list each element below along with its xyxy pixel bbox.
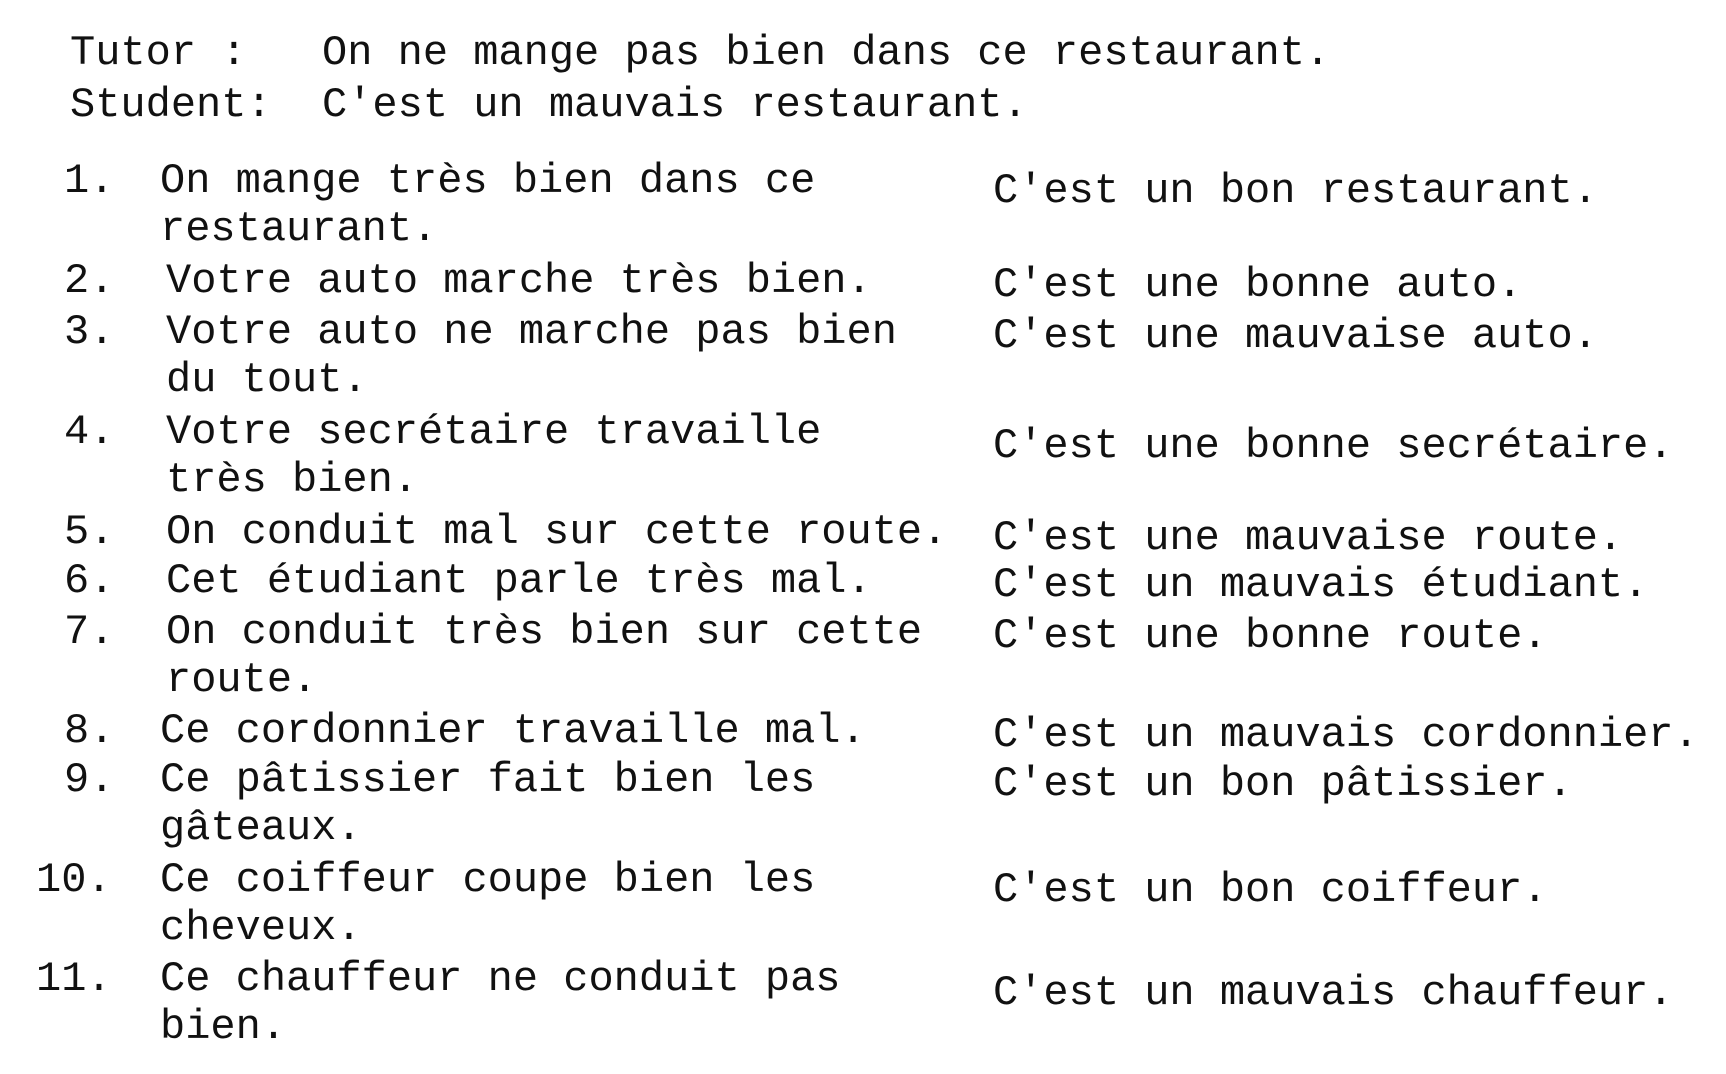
exercise-item	[0, 608, 1726, 704]
item-answer: C'est un bon restaurant.	[993, 167, 1598, 215]
item-answer: C'est une bonne route.	[993, 612, 1548, 660]
item-number: 6.	[64, 557, 115, 605]
item-answer: C'est un mauvais cordonnier.	[993, 711, 1699, 759]
item-prompt: Ce cordonnier travaille mal.	[160, 707, 866, 755]
exercise-item	[0, 856, 1726, 952]
tutor-line	[70, 28, 1470, 78]
item-number: 7.	[64, 608, 115, 656]
item-answer: C'est un mauvais chauffeur.	[993, 969, 1674, 1017]
item-number: 5.	[64, 508, 115, 556]
exercise-item	[0, 756, 1726, 852]
exercise-item	[0, 157, 1726, 253]
item-prompt: On mange très bien dans ce restaurant.	[160, 157, 816, 253]
student-text: C'est un mauvais restaurant.	[322, 81, 1028, 129]
exercise-item	[0, 955, 1726, 1051]
item-prompt: On conduit mal sur cette route.	[166, 508, 948, 556]
item-number: 3.	[64, 308, 115, 356]
item-prompt: Votre auto ne marche pas bien du tout.	[166, 308, 897, 404]
item-prompt: On conduit très bien sur cette route.	[166, 608, 923, 704]
item-prompt: Votre auto marche très bien.	[166, 257, 872, 305]
student-label: Student:	[70, 81, 272, 129]
exercise-item	[0, 707, 1726, 759]
item-prompt: Ce chauffeur ne conduit pas bien.	[160, 955, 841, 1051]
tutor-text: On ne mange pas bien dans ce restaurant.	[322, 29, 1331, 77]
item-number: 2.	[64, 257, 115, 305]
item-answer: C'est une bonne auto.	[993, 261, 1523, 309]
exercise-item	[0, 257, 1726, 309]
item-number: 8.	[64, 707, 115, 755]
item-answer: C'est une mauvaise auto.	[993, 312, 1598, 360]
student-line	[70, 80, 1470, 130]
item-prompt: Ce coiffeur coupe bien les cheveux.	[160, 856, 816, 952]
tutor-label: Tutor :	[70, 29, 247, 77]
exercise-item	[0, 557, 1726, 609]
item-number: 4.	[64, 408, 115, 456]
item-answer: C'est un bon coiffeur.	[993, 866, 1548, 914]
item-answer: C'est un bon pâtissier.	[993, 760, 1573, 808]
item-number: 10.	[36, 856, 112, 904]
item-prompt: Ce pâtissier fait bien les gâteaux.	[160, 756, 816, 852]
item-answer: C'est une bonne secrétaire.	[993, 422, 1674, 470]
item-number: 11.	[36, 955, 112, 1003]
item-number: 1.	[64, 157, 115, 205]
item-answer: C'est un mauvais étudiant.	[993, 561, 1649, 609]
exercise-item	[0, 408, 1726, 504]
item-answer: C'est une mauvaise route.	[993, 514, 1624, 562]
exercise-item	[0, 508, 1726, 562]
item-prompt: Cet étudiant parle très mal.	[166, 557, 872, 605]
exercise-item	[0, 308, 1726, 404]
item-prompt: Votre secrétaire travaille très bien.	[166, 408, 822, 504]
item-number: 9.	[64, 756, 115, 804]
